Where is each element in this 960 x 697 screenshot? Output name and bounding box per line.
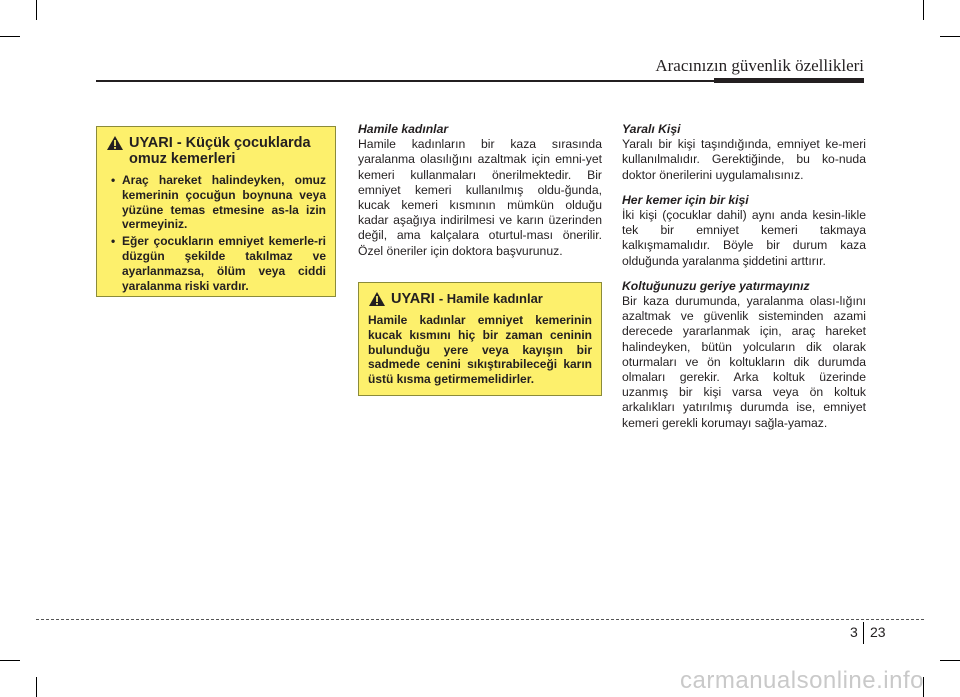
warning-list — [106, 173, 326, 293]
warning-label: UYARI — [129, 135, 173, 151]
warning-title-line2: omuz kemerleri — [129, 151, 236, 167]
warning-box-children — [96, 126, 336, 297]
warning-title: - Hamile kadınlar — [438, 291, 543, 306]
heading-pregnant: Hamile kadınlar — [358, 122, 449, 136]
crop-mark — [36, 677, 37, 697]
warning-list-item: • Araç hareket halindeyken, omuz kemerinin çocuğun boynuna veya yüzüne temas etmesine as-la izin vermeyiniz. — [106, 173, 326, 232]
warning-heading — [368, 291, 592, 307]
crop-mark — [940, 660, 960, 661]
warning-box-pregnant — [358, 282, 602, 396]
footer-dashed-rule — [36, 619, 924, 620]
warning-triangle-icon — [368, 291, 386, 307]
heading-injured: Yaralı Kişi — [622, 122, 681, 136]
paragraph-injured: Yaralı bir kişi taşındığında, emniyet ke-meri kullanılmalıdır. Gerektiğinde, bu ko-nuda doktor önerilerini uygulamalısınız. — [622, 137, 866, 182]
column-middle — [358, 122, 602, 259]
section-header-title: Aracınızın güvenlik özellikleri — [655, 56, 864, 75]
warning-label: UYARI — [391, 291, 435, 307]
crop-mark — [0, 660, 20, 661]
warning-list-item: • Eğer çocukların emniyet kemerle-ri düzgün şekilde takılmaz ve ayarlanmazsa, ölüm veya ciddi yaralanma riski vardır. — [106, 234, 326, 293]
crop-mark — [36, 0, 37, 20]
crop-mark — [923, 0, 924, 20]
crop-mark — [940, 36, 960, 37]
paragraph-one-belt: İki kişi (çocuklar dahil) aynı anda kesin-likle tek bir emniyet kemeri takmaya kalkışmamalıdır. Böyle bir durum kaza olduğunda yaralanma şiddetini arttırır. — [622, 208, 866, 268]
column-right — [622, 122, 866, 431]
paragraph-pregnant: Hamile kadınların bir kaza sırasında yaralanma olasılığını azaltmak için emni-yet kemeri kullanmaları önerilmektedir. Bir emniyet kemeri kullanılmış oldu-ğunda, kucak kemeri kısmının mümkün olduğu kadar aşağıya indirilmesi ve karın üzerinden değil, ama kalçalara oturtul-ması önerilir. Özel öneriler için doktora başvurunuz. — [358, 137, 602, 258]
chapter-number: 3 — [850, 624, 858, 640]
header-accent-bar — [714, 78, 864, 83]
warning-triangle-icon — [106, 135, 124, 151]
page-number-divider — [863, 622, 864, 644]
paragraph-recline: Bir kaza durumunda, yaralanma olası-lığını azaltmak ve güvenlik sisteminden azami derecede yararlanmak için, araç hareket halindeyken, bütün yolcuların dik olarak oturmaları ve ön koltukların dik durumda olmaları gerekir. Arka koltuk üzerinde uzanmış bir kişi varsa veya ön koltuk arkalıkları yatırılmış durumda ise, emniyet kemeri gerekli korumayı sağla-yamaz. — [622, 294, 866, 430]
warning-body: Hamile kadınlar emniyet kemerinin kucak kısmını hiç bir zaman ceninin bulunduğu yere veya kayışın bir sadmede cenini sıkıştırabileceği karın üstü kısma getirmemelidirler. — [368, 313, 592, 387]
heading-recline: Koltuğunuzu geriye yatırmayınız — [622, 278, 810, 293]
heading-one-belt: Her kemer için bir kişi — [622, 192, 749, 207]
page-number: 23 — [870, 624, 886, 640]
watermark: carmanualsonline.info — [680, 667, 924, 694]
warning-title-line1: - Küçük çocuklarda — [176, 135, 311, 151]
warning-heading — [106, 135, 326, 167]
crop-mark — [0, 36, 20, 37]
